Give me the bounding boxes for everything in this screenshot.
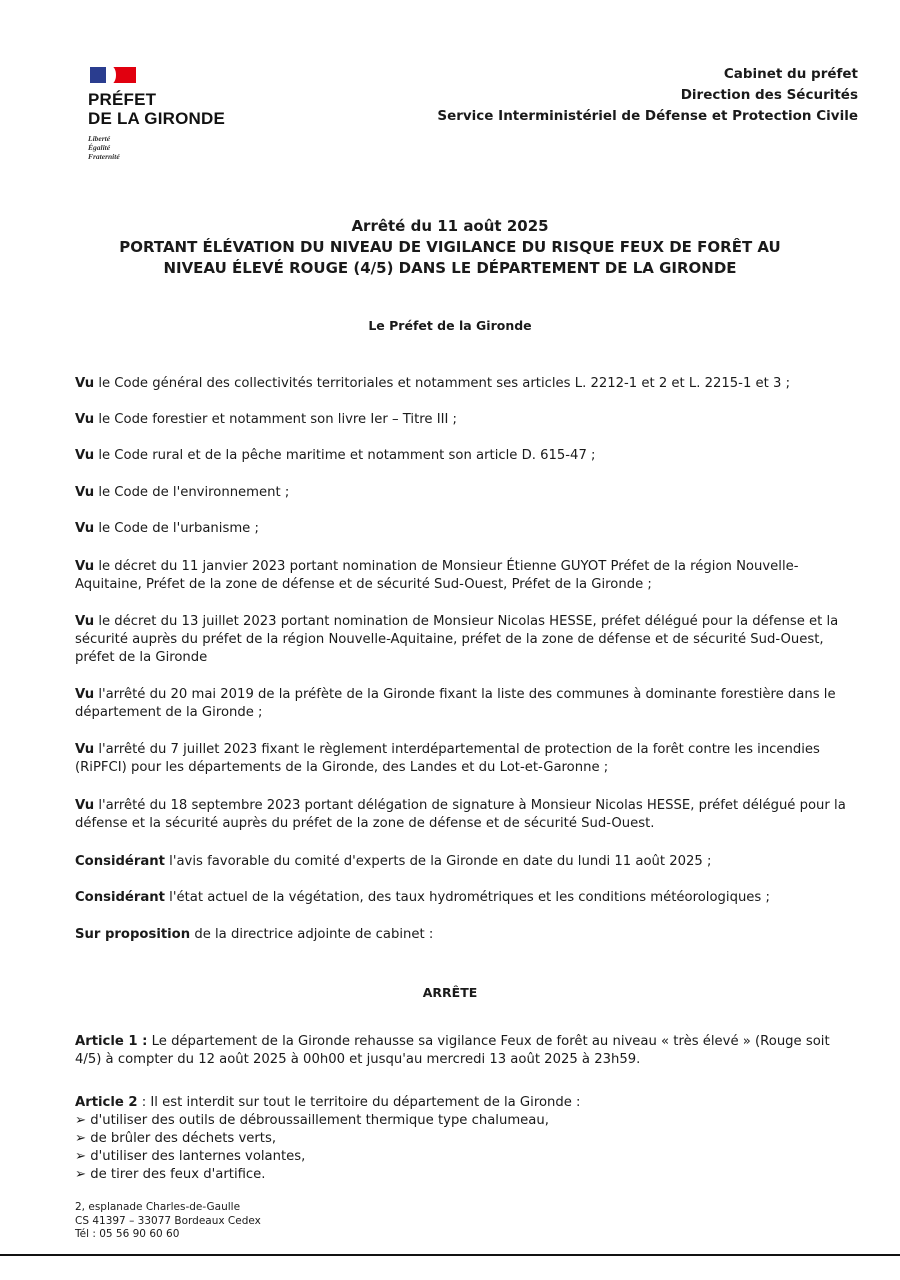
paragraph-lead: Vu — [75, 376, 95, 391]
visa-paragraph — [75, 558, 860, 594]
paragraph-text: l'arrêté du 20 mai 2019 de la préfète de la Gironde fixant la liste des communes à dominante forestière dans le département de la Gironde ; — [75, 687, 836, 720]
paragraph-lead: Vu — [75, 485, 95, 500]
decree-subject-line-1: PORTANT ÉLÉVATION DU NIVEAU DE VIGILANCE DU RISQUE FEUX DE FORÊT AU — [119, 238, 781, 256]
paragraph-lead: Vu — [75, 521, 95, 536]
paragraph-text: le décret du 11 janvier 2023 portant nomination de Monsieur Étienne GUYOT Préfet de la région Nouvelle-Aquitaine, Préfet de la zone de défense et de sécurité Sud-Ouest, Préfet de la Gironde ; — [75, 559, 799, 592]
paragraph-text: le Code général des collectivités territoriales et notamment ses articles L. 2212-1 et 2 et L. 2215-1 et 3 ; — [94, 376, 791, 391]
article-2 — [75, 1094, 860, 1184]
list-item: ➢ de brûler des déchets verts, — [75, 1131, 277, 1146]
decree-subject-line-2: NIVEAU ÉLEVÉ ROUGE (4/5) DANS LE DÉPARTEMENT DE LA GIRONDE — [163, 259, 737, 277]
paragraph-text: de la directrice adjointe de cabinet : — [190, 927, 434, 942]
paragraph-text: l'arrêté du 7 juillet 2023 fixant le règlement interdépartemental de protection de la forêt contre les incendies (RiPFCI) pour les départements de la Gironde, des Landes et du Lot-et-Garonne ; — [75, 742, 820, 775]
paragraph-lead: Vu — [75, 412, 95, 427]
paragraph-lead: Vu — [75, 687, 95, 702]
visa-paragraph — [75, 484, 860, 502]
paragraph-text: l'arrêté du 18 septembre 2023 portant délégation de signature à Monsieur Nicolas HESSE, préfet délégué pour la défense et la sécurité auprès du préfet de la zone de défense et de sécurité Sud-Ouest. — [75, 798, 846, 831]
paragraph-text: le Code de l'environnement ; — [94, 485, 290, 500]
visa-paragraph — [75, 520, 860, 538]
footer-phone: Tél : 05 56 90 60 60 — [75, 1228, 180, 1240]
header-direction: Direction des Sécurités — [680, 87, 858, 103]
footer-postal: CS 41397 – 33077 Bordeaux Cedex — [75, 1214, 261, 1227]
visa-paragraph — [75, 447, 860, 465]
logo-line-2: DE LA GIRONDE — [88, 109, 226, 128]
list-item: ➢ d'utiliser des outils de débroussaillement thermique type chalumeau, — [75, 1113, 549, 1128]
list-item: ➢ d'utiliser des lanternes volantes, — [75, 1149, 306, 1164]
paragraph-lead: Vu — [75, 614, 95, 629]
paragraph-lead: Vu — [75, 798, 95, 813]
paragraph-lead: Considérant — [75, 890, 165, 905]
paragraph-text: : Il est interdit sur tout le territoire du département de la Gironde : — [137, 1095, 581, 1110]
paragraph-lead: Vu — [75, 559, 95, 574]
considerant-paragraph — [75, 889, 860, 907]
header-cabinet: Cabinet du préfet — [723, 66, 858, 82]
paragraph-text: le Code rural et de la pêche maritime et notamment son article D. 615-47 ; — [94, 448, 596, 463]
logo-title — [88, 90, 225, 128]
visa-paragraph — [75, 797, 860, 833]
prefet-heading: Le Préfet de la Gironde — [368, 318, 532, 333]
visa-paragraph — [75, 741, 860, 777]
paragraph-text: Le département de la Gironde rehausse sa vigilance Feux de forêt au niveau « très élevé » (Rouge soit 4/5) à compter du 12 août 2025 à 00h00 et jusqu'au mercredi 13 août 2025 à 23h59. — [75, 1034, 830, 1067]
prefecture-logo — [88, 66, 225, 161]
page-bottom-divider — [0, 1254, 900, 1256]
motto-fraternite: Fraternité — [88, 152, 120, 161]
decree-title — [40, 216, 860, 279]
visa-paragraph — [75, 375, 860, 393]
paragraph-text: le Code de l'urbanisme ; — [94, 521, 259, 536]
paragraph-lead: Article 2 — [75, 1095, 138, 1110]
marianne-flag-icon — [88, 66, 140, 84]
issuing-service-header — [437, 64, 858, 127]
arrete-heading: ARRÊTE — [422, 985, 478, 1000]
motto-egalite: Égalité — [88, 143, 111, 152]
considerant-paragraph — [75, 853, 860, 871]
paragraph-lead: Considérant — [75, 854, 165, 869]
paragraph-text: le Code forestier et notamment son livre Ier – Titre III ; — [94, 412, 457, 427]
header-service: Service Interministériel de Défense et Protection Civile — [437, 108, 858, 124]
motto-liberte: Liberté — [88, 134, 111, 143]
proposition-paragraph — [75, 926, 860, 944]
logo-line-1: PRÉFET — [88, 90, 157, 109]
footer-address: 2, esplanade Charles-de-Gaulle — [75, 1201, 241, 1213]
visa-paragraph — [75, 613, 860, 667]
decree-date: Arrêté du 11 août 2025 — [351, 217, 549, 235]
paragraph-text: l'avis favorable du comité d'experts de la Gironde en date du lundi 11 août 2025 ; — [164, 854, 712, 869]
visa-paragraph — [75, 686, 860, 722]
article-1 — [75, 1033, 860, 1069]
list-item: ➢ de tirer des feux d'artifice. — [75, 1167, 266, 1182]
republic-motto — [88, 134, 225, 161]
paragraph-lead: Vu — [75, 448, 95, 463]
visa-paragraph — [75, 411, 860, 429]
paragraph-lead: Sur proposition — [75, 927, 191, 942]
paragraph-text: le décret du 13 juillet 2023 portant nomination de Monsieur Nicolas HESSE, préfet délégué pour la défense et la sécurité auprès du préfet de la région Nouvelle-Aquitaine, préfet de la zone de défense et de sécurité Sud-Ouest, préfet de la Gironde — [75, 614, 839, 665]
paragraph-text: l'état actuel de la végétation, des taux hydrométriques et les conditions météorologiques ; — [164, 890, 770, 905]
paragraph-lead: Vu — [75, 742, 95, 757]
paragraph-lead: Article 1 : — [75, 1034, 148, 1049]
address-footer — [75, 1201, 261, 1242]
